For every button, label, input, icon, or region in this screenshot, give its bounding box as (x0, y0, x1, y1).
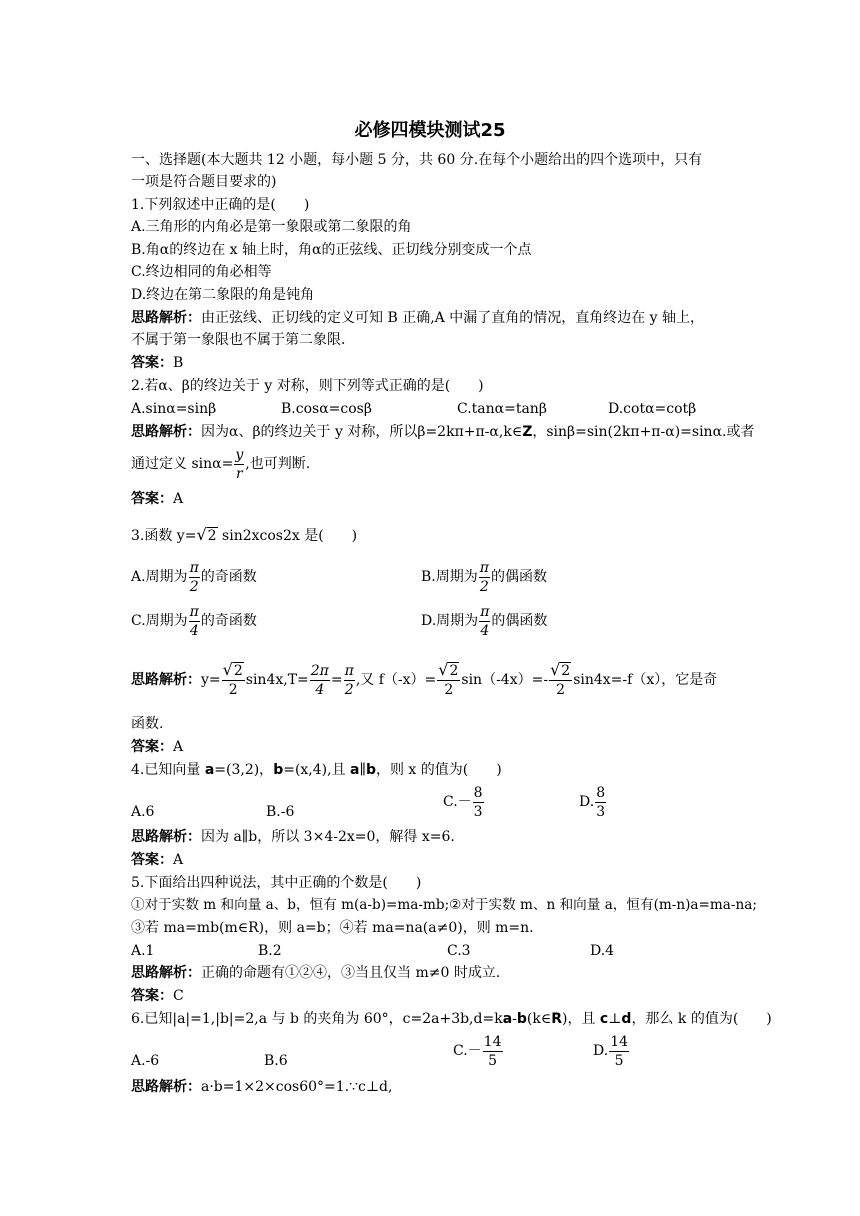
section-intro-line2: 一项是符合题目要求的) (131, 174, 277, 190)
q5-statements-line2: ③若 ma=mb(m∈R)，则 a=b；④若 ma=na(a≠0)，则 m=n. (131, 920, 534, 936)
q6-option-d: D. $\frac{14}{5}$ (593, 1033, 629, 1069)
sqrt-symbol: √2 (196, 525, 217, 544)
q1-answer: 答案：B (131, 355, 184, 371)
q3-option-a: A.周期为 $\frac{\pi}{2}$ 的奇函数 (131, 559, 257, 595)
q3-option-b: B.周期为 $\frac{\pi}{2}$ 的偶函数 (421, 559, 547, 595)
q1-analysis-cont: 不属于第一象限也不属于第二象限. (131, 332, 346, 348)
q4-analysis: 思路解析：因为 a∥b，所以 3×4-2x=0，解得 x=6. (131, 829, 455, 845)
q5-statements-line1: ①对于实数 m 和向量 a、b，恒有 m(a-b)=ma-mb;②对于实数 m、n 和向量 a，恒有(m-n)a=ma-na; (131, 897, 757, 913)
q5-option-a: A.1 (131, 943, 155, 959)
q4-stem: 4.已知向量 a=(3,2)，b=(x,4),且 a∥b，则 x 的值为( ) (131, 762, 502, 778)
q3-answer: 答案：A (131, 739, 184, 755)
q6-analysis: 思路解析：a·b=1×2×cos60°=1.∵c⊥d, (131, 1079, 393, 1095)
q5-option-b: B.2 (258, 943, 282, 959)
q2-option-a: A.sinα=sinβ (131, 401, 217, 417)
q4-option-d: D. $\frac{8}{3}$ (579, 784, 606, 820)
fraction-y-over-r: $\frac{y}{r}$ (235, 446, 244, 482)
q4-option-a: A.6 (131, 804, 155, 820)
q6-option-c: C.－ $\frac{14}{5}$ (453, 1033, 502, 1069)
q4-answer: 答案：A (131, 852, 184, 868)
q1-option-b: B.角α的终边在 x 轴上时，角α的正弦线、正切线分别变成一个点 (131, 242, 532, 258)
q3-stem: 3.函数 y=√2 sin2xcos2x 是( ) (131, 525, 358, 544)
q5-option-c: C.3 (447, 943, 471, 959)
q5-answer: 答案：C (131, 988, 184, 1004)
q2-analysis: 思路解析：因为α、β的终边关于 y 对称，所以β=2kπ+π-α,k∈Z，sinβ=sin(2kπ+π-α)=sinα.或者 (131, 424, 755, 440)
q6-option-a: A.-6 (131, 1053, 160, 1069)
q2-analysis-cont: 通过定义 sinα= $\frac{y}{r}$ ,也可判断. (131, 446, 311, 482)
q1-option-d: D.终边在第二象限的角是钝角 (131, 287, 315, 303)
q1-option-c: C.终边相同的角必相等 (131, 264, 272, 280)
q1-analysis: 思路解析：由正弦线、正切线的定义可知 B 正确,A 中漏了直角的情况，直角终边在 y 轴上， (131, 310, 705, 326)
section-intro-line1: 一、选择题(本大题共 12 小题，每小题 5 分，共 60 分.在每个小题给出的四个选项中，只有 (131, 152, 703, 168)
q6-stem: 6.已知|a|=1,|b|=2,a 与 b 的夹角为 60°，c=2a+3b,d=ka-b(k∈R)，且 c⊥d，那么 k 的值为( ) (131, 1011, 772, 1027)
q2-option-b: B.cosα=cosβ (281, 401, 372, 417)
q3-option-c: C.周期为 $\frac{\pi}{4}$ 的奇函数 (131, 603, 257, 639)
q1-option-a: A.三角形的内角必是第一象限或第二象限的角 (131, 219, 412, 235)
q2-answer: 答案：A (131, 491, 184, 507)
q3-option-d: D.周期为 $\frac{\pi}{4}$ 的偶函数 (421, 603, 548, 639)
q4-option-c: C.－ $\frac{8}{3}$ (443, 784, 483, 820)
q5-option-d: D.4 (590, 943, 615, 959)
answer-label: 答案： (131, 355, 173, 371)
q3-analysis: 思路解析：y= $\frac{√2}{2}$ sin4x,T= $\frac{2\pi}{4}$ = $\frac{\pi}{2}$ ,又 f（-x）= $\frac{√2}{2}$ sin（-4x）=- $\frac{√2}{2}$ sin4x=-f（x），它是奇 (131, 660, 718, 698)
q4-option-b: B.-6 (266, 804, 295, 820)
q1-stem: 1.下列叙述中正确的是( ) (131, 197, 310, 213)
analysis-label: 思路解析： (131, 310, 201, 326)
q2-stem: 2.若α、β的终边关于 y 对称，则下列等式正确的是( ) (131, 378, 484, 394)
q2-option-c: C.tanα=tanβ (457, 401, 547, 417)
q5-stem: 5.下面给出四种说法，其中正确的个数是( ) (131, 875, 422, 891)
q6-option-b: B.6 (264, 1053, 288, 1069)
q2-option-d: D.cotα=cotβ (608, 401, 697, 417)
q5-analysis: 思路解析：正确的命题有①②④，③当且仅当 m≠0 时成立. (131, 965, 501, 981)
page-title: 必修四模块测试25 (354, 120, 506, 141)
q3-analysis-cont: 函数. (131, 716, 164, 732)
